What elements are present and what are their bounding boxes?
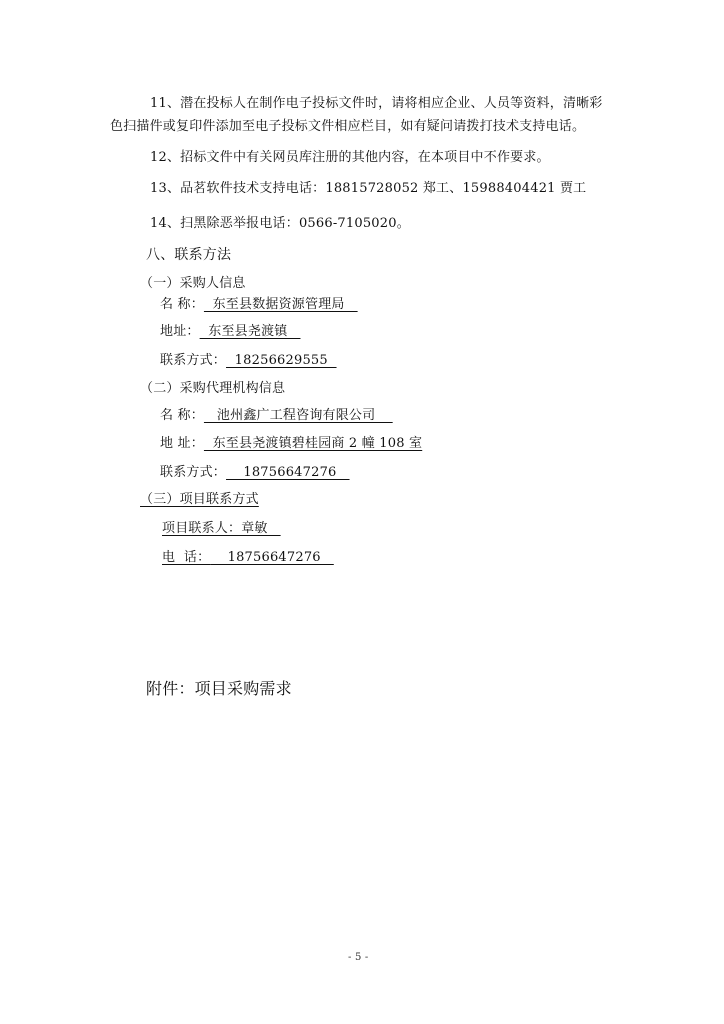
purchaser-phone-row (160, 354, 337, 367)
purchaser-phone-value: 18256629555 (226, 353, 337, 368)
purchaser-name-value: 东至县数据资源管理局 (203, 297, 358, 312)
project-phone-row (162, 551, 334, 564)
agency-heading: （二）采购代理机构信息 (140, 381, 286, 396)
agency-phone-row (160, 466, 350, 479)
agency-name-value: 池州鑫广工程咨询有限公司 (203, 408, 393, 423)
project-phone-label: 电 话： (162, 550, 211, 565)
project-person-row (162, 522, 281, 535)
item-11-line-1: 11、潜在投标人在制作电子投标文件时，请将相应企业、人员等资料，清晰彩 (150, 96, 603, 111)
item-12: 12、招标文件中有关网员库注册的其他内容，在本项目中不作要求。 (150, 150, 550, 165)
item-14: 14、扫黑除恶举报电话：0566-7105020。 (150, 216, 410, 231)
purchaser-address-row (160, 325, 300, 338)
project-person: 项目联系人：章敏 (162, 521, 281, 536)
purchaser-heading: （一）采购人信息 (140, 276, 246, 291)
item-13: 13、品茗软件技术支持电话：18815728052 郑工、15988404421 贾工 (150, 181, 587, 196)
agency-address-row (160, 437, 422, 450)
project-heading (140, 493, 259, 506)
item-11-line-2: 色扫描件或复印件添加至电子投标文件相应栏目，如有疑问请拨打技术支持电话。 (110, 119, 586, 134)
page-number: - 5 - (348, 952, 369, 963)
agency-name-row (160, 409, 393, 422)
purchaser-phone-label: 联系方式： (160, 353, 227, 368)
purchaser-name-label: 名 称： (160, 297, 204, 312)
agency-address-value: 东至县尧渡镇碧桂园商 2 幢 108 室 (203, 436, 423, 451)
purchaser-address-label: 地址： (160, 324, 200, 339)
agency-phone-label: 联系方式： (160, 465, 227, 480)
project-heading-text: （三）项目联系方式 (140, 492, 259, 507)
agency-address-label: 地 址： (160, 436, 204, 451)
purchaser-address-value: 东至县尧渡镇 (199, 324, 301, 339)
agency-name-label: 名 称： (160, 408, 204, 423)
section-title-contact: 八、联系方法 (146, 247, 232, 263)
purchaser-name-row (160, 298, 358, 311)
agency-phone-value: 18756647276 (226, 465, 350, 480)
attachment-title: 附件：项目采购需求 (146, 679, 292, 698)
project-phone-value: 18756647276 (210, 550, 334, 565)
